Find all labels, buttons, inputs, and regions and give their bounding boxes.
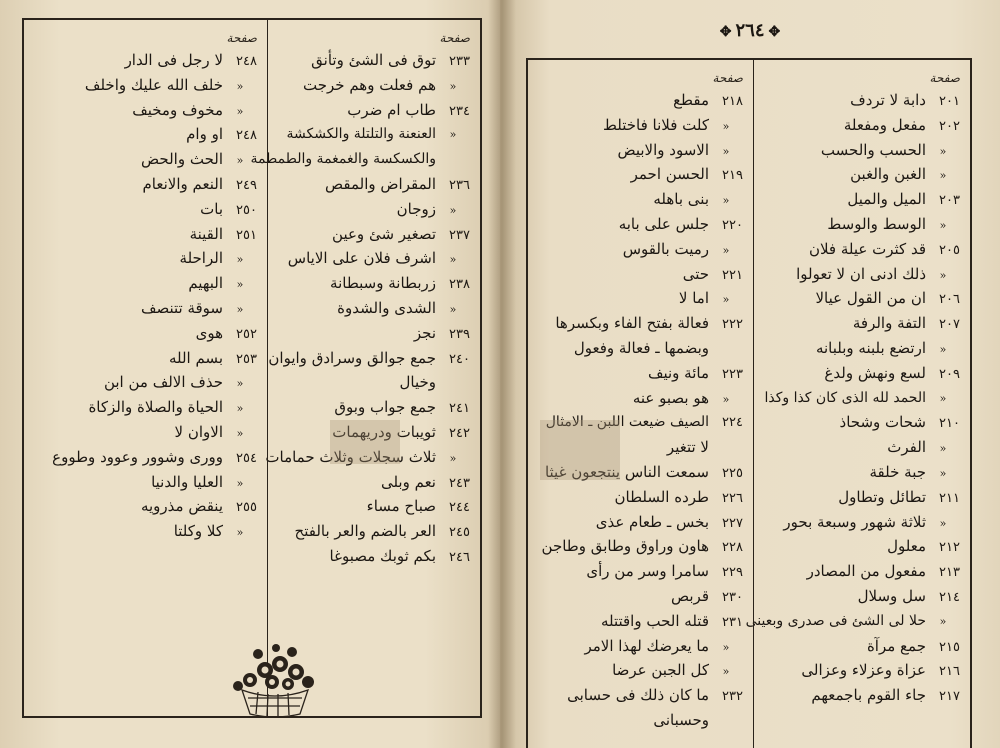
ditto-mark: « xyxy=(236,402,244,416)
entry-text: وخيال xyxy=(399,373,436,392)
index-entry xyxy=(30,48,257,73)
entry-text: التفة والرفة xyxy=(852,314,926,333)
entry-text: شحات وشحاذ xyxy=(839,413,926,432)
entry-text: العليا والدنيا xyxy=(151,472,223,491)
ditto-mark: « xyxy=(939,144,947,158)
entry-page-number: ٢٣٤ xyxy=(449,103,470,119)
ditto-mark: « xyxy=(722,665,730,679)
entry-text: جمع جواب وبوق xyxy=(334,398,436,417)
ditto-mark: « xyxy=(939,342,947,356)
entry-page-number: ٢٤٩ xyxy=(236,177,257,193)
entry-page-number: ٢٤٤ xyxy=(449,500,470,516)
ditto-mark: « xyxy=(449,128,457,142)
entry-text: جبة خلقة xyxy=(869,462,926,481)
index-entry xyxy=(534,584,743,609)
index-entry xyxy=(30,321,257,346)
index-entry xyxy=(758,187,960,212)
entry-text: قتله الحب واقتتله xyxy=(600,611,709,630)
index-entry xyxy=(30,420,257,445)
ditto-mark: « xyxy=(449,302,457,316)
ditto-mark: « xyxy=(939,169,947,183)
index-entry xyxy=(758,113,960,138)
index-entry xyxy=(30,73,257,98)
index-entry xyxy=(534,634,743,659)
index-entry xyxy=(758,559,960,584)
entry-text: جمع جوالق وسرادق وايوان xyxy=(268,348,436,367)
entry-page-number: ٢١١ xyxy=(939,490,960,506)
entry-page-number: ٢٠٧ xyxy=(939,317,960,333)
entry-page-number: ٢٤٦ xyxy=(449,549,470,565)
entry-page-number: ٢١٢ xyxy=(939,540,960,556)
entry-text: جمع مرآة xyxy=(866,636,926,655)
entry-text: الحسن احمر xyxy=(630,165,709,184)
entry-page-number: ٢٥١ xyxy=(236,227,257,243)
index-entry xyxy=(272,98,470,123)
ditto-mark: « xyxy=(722,640,730,654)
entry-page-number: ٢٢٨ xyxy=(722,540,743,556)
entry-text: البهيم xyxy=(188,274,223,293)
entry-page-number: ٢٥٥ xyxy=(236,500,257,516)
index-entry xyxy=(758,88,960,113)
ditto-mark: « xyxy=(449,253,457,267)
index-entry xyxy=(30,470,257,495)
entry-text: هوى xyxy=(195,323,223,342)
entry-text: مقطع xyxy=(673,91,709,109)
entry-text: لا تتغير xyxy=(666,438,709,457)
entry-text: بخس ـ طعام عذى xyxy=(595,512,709,531)
entry-page-number: ٢١٤ xyxy=(939,589,960,605)
entry-text: كلا وكلتا xyxy=(173,522,223,541)
ornament-icon: ✥ xyxy=(719,24,732,40)
ditto-mark: « xyxy=(236,476,244,490)
index-entry xyxy=(272,494,470,519)
entry-text: زوجان xyxy=(396,199,436,218)
entry-page-number: ٢٥٣ xyxy=(236,351,257,367)
entry-text: حذف الالف من ابن xyxy=(103,373,223,392)
index-entry xyxy=(30,147,257,172)
index-entry xyxy=(30,246,257,271)
entry-page-number: ٢٣٧ xyxy=(449,227,470,243)
entry-text: والكسكسة والغمغمة والطمطمة xyxy=(250,151,436,168)
entry-text: الوسط والوسط xyxy=(827,214,926,233)
index-entry xyxy=(30,395,257,420)
entry-text: الشدى والشدوة xyxy=(337,298,436,317)
entry-text: العنعنة والتلتلة والكشكشة xyxy=(286,126,436,143)
index-entry xyxy=(30,271,257,296)
entry-text: العر بالضم والعر بالفتح xyxy=(294,522,436,541)
ditto-mark: « xyxy=(236,302,244,316)
entry-page-number: ٢٠٥ xyxy=(939,242,960,258)
entry-text: فعالة بفتح الفاء وبكسرها xyxy=(555,314,709,333)
index-entry xyxy=(30,296,257,321)
entry-text: سوقة تتنصف xyxy=(140,298,223,317)
index-entry xyxy=(534,534,743,559)
entry-page-number: ٢٤٢ xyxy=(449,425,470,441)
entry-text: لسع ونهش ولدغ xyxy=(824,363,926,382)
index-entry xyxy=(758,336,960,361)
right-page-inner-column xyxy=(528,60,754,748)
entry-page-number: ٢٣٣ xyxy=(449,54,470,69)
index-entry xyxy=(272,172,470,197)
index-entry xyxy=(534,559,743,584)
index-entry xyxy=(758,485,960,510)
entry-page-number: ٢٤٠ xyxy=(449,351,470,367)
index-entry xyxy=(534,311,743,336)
entry-text: مائة ونيف xyxy=(647,363,709,382)
index-entry xyxy=(758,658,960,683)
entry-text: توق فى الشئ وتأنق xyxy=(311,51,436,69)
entry-text: كلت فلانا فاختلط xyxy=(603,115,709,134)
entry-text: ما يعرضك لهذا الامر xyxy=(584,636,709,655)
ditto-mark: « xyxy=(236,278,244,292)
entry-text: ذلك ادنى ان لا تعولوا xyxy=(796,264,926,283)
entry-text: سمعت الناس ينتجعون غيثا xyxy=(544,462,709,481)
ditto-mark: « xyxy=(939,442,947,456)
entry-text: ثويبات ودريهمات xyxy=(332,422,436,441)
entry-text: الفرث xyxy=(887,438,926,457)
index-entry xyxy=(272,197,470,222)
ditto-mark: « xyxy=(939,218,947,232)
flower-basket-ornament xyxy=(220,640,330,720)
index-entry xyxy=(30,346,257,371)
entry-page-number: ٢٤٣ xyxy=(449,475,470,491)
entry-text: بكم ثوبك مصبوغا xyxy=(329,546,436,565)
ditto-mark: « xyxy=(939,391,947,405)
index-entry xyxy=(272,246,470,271)
index-entry xyxy=(534,138,743,163)
index-entry xyxy=(758,584,960,609)
entry-text: جاء القوم باجمعهم xyxy=(811,686,926,705)
entry-text: هاون وراوق وطابق وطاجن xyxy=(541,537,709,556)
index-entry xyxy=(250,147,470,172)
ditto-mark: « xyxy=(449,79,457,93)
entry-page-number: ٢٥٤ xyxy=(236,450,257,466)
index-entry xyxy=(30,197,257,222)
entry-text: قربص xyxy=(671,586,709,605)
entry-text: ان من القول عيالا xyxy=(815,289,926,308)
index-entry xyxy=(534,262,743,287)
entry-text: كل الجبن عرضا xyxy=(612,661,709,680)
entry-page-number: ٢٣٩ xyxy=(449,326,470,342)
index-entry xyxy=(534,361,743,386)
entry-text: طاب ام ضرب xyxy=(347,100,436,119)
column-header: صفحة xyxy=(929,71,960,85)
index-entry xyxy=(758,683,960,708)
ditto-mark: « xyxy=(722,392,730,406)
entry-text: الصيف ضيعت اللبن ـ الامثال xyxy=(545,414,709,431)
index-entry xyxy=(534,485,743,510)
index-entry xyxy=(758,534,960,559)
entry-text: دابة لا تردف xyxy=(850,91,926,109)
entry-text: بات xyxy=(200,199,223,218)
ditto-mark: « xyxy=(939,516,947,530)
index-entry xyxy=(30,222,257,247)
entry-page-number: ٢٢٦ xyxy=(722,490,743,506)
index-entry xyxy=(758,634,960,659)
entry-text: مفعل ومفعلة xyxy=(843,115,926,134)
entry-text: مخوف ومخيف xyxy=(132,100,223,119)
entry-text: اما لا xyxy=(678,289,709,308)
index-entry xyxy=(272,321,470,346)
index-entry xyxy=(745,609,960,634)
book-gutter xyxy=(488,0,516,748)
index-entry xyxy=(30,370,257,395)
entry-page-number: ٢٢٩ xyxy=(722,565,743,581)
index-entry xyxy=(534,386,743,411)
index-entry xyxy=(30,98,257,123)
entry-text: ثلاثة شهور وسبعة بحور xyxy=(783,512,926,531)
index-entry xyxy=(268,346,470,371)
index-entry xyxy=(534,683,743,708)
entry-page-number: ٢٢١ xyxy=(722,267,743,283)
entry-page-number: ٢٣٨ xyxy=(449,277,470,293)
entry-text: بسم الله xyxy=(168,348,223,367)
index-entry xyxy=(758,386,960,411)
index-entry xyxy=(272,271,470,296)
entry-text: ما كان ذلك فى حسابى xyxy=(567,686,709,705)
entry-text: لا رجل فى الدار xyxy=(124,51,223,69)
index-entry xyxy=(758,286,960,311)
index-entry xyxy=(272,73,470,98)
entry-text: حتى xyxy=(682,264,709,283)
entry-text: تصغير شئ وعين xyxy=(332,224,436,243)
entry-page-number: ٢٤٥ xyxy=(449,525,470,541)
index-entry xyxy=(758,410,960,435)
entry-text: بنى باهله xyxy=(653,190,709,209)
left-page-frame xyxy=(22,18,482,718)
left-page-outer-column xyxy=(24,20,268,716)
ditto-mark: « xyxy=(236,154,244,168)
entry-page-number: ٢١٨ xyxy=(722,94,743,109)
entry-text: معلول xyxy=(887,537,926,556)
index-entry xyxy=(758,212,960,237)
entry-page-number: ٢٥٢ xyxy=(236,326,257,342)
entry-page-number: ٢٠٩ xyxy=(939,366,960,382)
entry-page-number: ٢١٥ xyxy=(939,639,960,655)
entry-text: القينة xyxy=(189,224,223,243)
ditto-mark: « xyxy=(722,119,730,133)
index-entry xyxy=(534,237,743,262)
entry-page-number: ٢٤٨ xyxy=(236,128,257,144)
entry-page-number: ٢٢٠ xyxy=(722,217,743,233)
entry-page-number: ٢١٩ xyxy=(722,168,743,184)
entry-page-number: ٢٢٤ xyxy=(722,415,743,431)
entry-text: الاسود والابيض xyxy=(617,140,709,159)
entry-text: النعم والانعام xyxy=(142,174,223,193)
entry-page-number: ٢٠١ xyxy=(939,94,960,109)
index-entry xyxy=(272,544,470,569)
column-header: صفحة xyxy=(712,71,743,85)
index-entry xyxy=(272,395,470,420)
index-entry xyxy=(30,122,257,147)
tape-mark xyxy=(540,420,620,480)
index-entry xyxy=(758,311,960,336)
entry-page-number: ٢٠٦ xyxy=(939,292,960,308)
entry-page-number: ٢٢٢ xyxy=(722,317,743,333)
entry-text: وورى وشوور وعوود وطووع xyxy=(52,447,223,466)
ditto-mark: « xyxy=(236,253,244,267)
entry-page-number: ٢٣٦ xyxy=(449,177,470,193)
entry-text: اشرف فلان على الاياس xyxy=(287,249,436,268)
entry-page-number: ٢٠٣ xyxy=(939,193,960,209)
left-page-inner-column xyxy=(250,20,480,716)
entry-text: رميت بالقوس xyxy=(622,239,709,258)
ditto-mark: « xyxy=(449,451,457,465)
ditto-mark: « xyxy=(449,203,457,217)
entry-text: الراحلة xyxy=(179,249,223,268)
index-entry xyxy=(30,494,257,519)
entry-text: الغبن والغبن xyxy=(850,165,926,184)
column-header: صفحة xyxy=(439,31,470,45)
right-page-frame xyxy=(526,58,972,748)
index-entry xyxy=(758,510,960,535)
entry-page-number: ٢٣١ xyxy=(722,614,743,630)
entry-text: جلس على بابه xyxy=(618,214,709,233)
index-entry xyxy=(534,510,743,535)
entry-page-number: ٢٥٠ xyxy=(236,202,257,218)
entry-page-number: ٢٠٢ xyxy=(939,118,960,134)
entry-text: الحسب والحسب xyxy=(820,140,926,159)
index-entry xyxy=(534,658,743,683)
entry-text: صباح مساء xyxy=(366,497,436,516)
entry-text: زربطانة وسبطانة xyxy=(330,274,436,293)
entry-text: ثلاث سجلات وثلاث حمامات xyxy=(265,447,436,466)
entry-page-number: ٢١٣ xyxy=(939,565,960,581)
ditto-mark: « xyxy=(722,243,730,257)
ditto-mark: « xyxy=(236,79,244,93)
entry-text: قد كثرت عيلة فلان xyxy=(808,239,926,258)
entry-text: الميل والميل xyxy=(847,190,926,209)
ditto-mark: « xyxy=(236,104,244,118)
index-entry xyxy=(534,187,743,212)
entry-page-number: ٢٢٧ xyxy=(722,515,743,531)
index-entry xyxy=(534,88,743,113)
page-number: ٢٦٤ xyxy=(735,20,765,41)
entry-text: الحياة والصلاة والزكاة xyxy=(88,398,223,417)
entry-text: المقراض والمقص xyxy=(325,174,436,193)
index-entry xyxy=(272,222,470,247)
index-entry xyxy=(30,445,257,470)
index-entry xyxy=(758,460,960,485)
ditto-mark: « xyxy=(236,426,244,440)
entry-text: نعم وبلى xyxy=(380,472,436,491)
right-page-outer-column xyxy=(745,60,970,748)
entry-page-number: ٢٢٣ xyxy=(722,366,743,382)
entry-page-number: ٢٣٢ xyxy=(722,689,743,705)
index-entry xyxy=(534,708,743,733)
entry-text: ارتضع بلبنه وبلبانه xyxy=(815,338,926,357)
entry-page-number: ٢٤١ xyxy=(449,401,470,417)
ditto-mark: « xyxy=(939,466,947,480)
entry-text: هو بصبو عنه xyxy=(632,388,709,407)
entry-page-number: ٢٤٨ xyxy=(236,54,257,69)
index-entry xyxy=(758,361,960,386)
entry-text: عزاة وعزلاء وعزالى xyxy=(801,661,926,680)
index-entry xyxy=(272,370,470,395)
entry-page-number: ٢٢٥ xyxy=(722,465,743,481)
entry-text: الحمد لله الذى كان كذا وكذا xyxy=(764,389,926,406)
ornament-icon: ✥ xyxy=(768,24,781,40)
ditto-mark: « xyxy=(722,194,730,208)
entry-page-number: ٢١٠ xyxy=(939,416,960,432)
page-header xyxy=(690,20,810,41)
index-entry xyxy=(272,48,470,73)
ditto-mark: « xyxy=(236,526,244,540)
entry-page-number: ٢١٦ xyxy=(939,664,960,680)
index-entry xyxy=(534,336,743,361)
index-entry xyxy=(534,162,743,187)
index-entry xyxy=(272,122,470,147)
column-header: صفحة xyxy=(226,31,257,45)
index-entry xyxy=(272,470,470,495)
entry-text: سل وسلال xyxy=(857,586,926,605)
entry-text: سامرا وسر من رأى xyxy=(586,562,709,581)
entry-page-number: ٢٣٠ xyxy=(722,589,743,605)
entry-text: ينقض مذرويه xyxy=(140,497,223,516)
ditto-mark: « xyxy=(939,268,947,282)
index-entry xyxy=(758,162,960,187)
index-entry xyxy=(534,113,743,138)
entry-text: طرده السلطان xyxy=(614,487,709,506)
entry-page-number: ٢١٧ xyxy=(939,689,960,705)
ditto-mark: « xyxy=(722,293,730,307)
index-entry xyxy=(758,262,960,287)
index-entry xyxy=(758,237,960,262)
ditto-mark: « xyxy=(236,377,244,391)
entry-text: نجز xyxy=(413,323,436,342)
entry-text: الحث والحض xyxy=(141,150,223,169)
index-entry xyxy=(534,609,743,634)
index-entry xyxy=(272,296,470,321)
entry-text: وحسبانى xyxy=(653,710,709,729)
tape-mark xyxy=(330,420,400,464)
entry-text: او وام xyxy=(186,125,223,144)
entry-text: هم فعلت وهم خرجت xyxy=(303,75,436,94)
ditto-mark: « xyxy=(722,144,730,158)
index-entry xyxy=(30,519,257,544)
index-entry xyxy=(534,212,743,237)
ditto-mark: « xyxy=(939,614,947,628)
entry-text: حلا لى الشئ فى صدرى وبعينى xyxy=(745,612,926,629)
entry-text: وبضمها ـ فعالة وفعول xyxy=(573,338,709,357)
entry-text: الاوان لا xyxy=(174,422,223,441)
index-entry xyxy=(272,519,470,544)
index-entry xyxy=(30,172,257,197)
index-entry xyxy=(534,286,743,311)
entry-text: تطائل وتطاول xyxy=(838,487,926,506)
index-entry xyxy=(758,435,960,460)
index-entry xyxy=(758,138,960,163)
entry-text: خلف الله عليك واخلف xyxy=(84,75,223,94)
entry-text: مفعول من المصادر xyxy=(806,562,926,581)
